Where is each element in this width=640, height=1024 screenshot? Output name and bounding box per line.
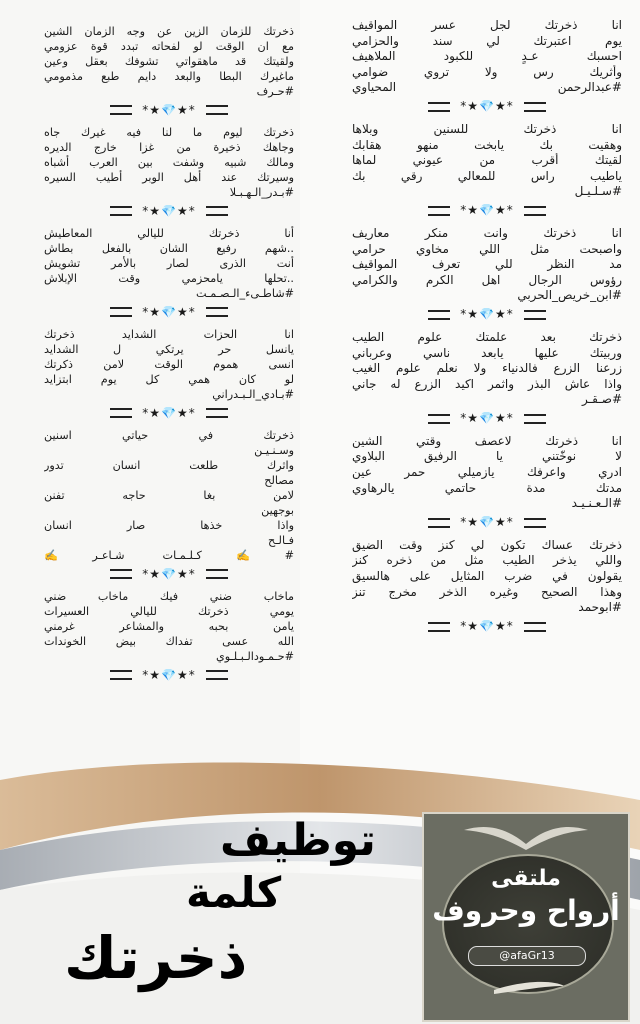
poem-line: ياطيب راس للمعالي رقي بك — [352, 168, 622, 183]
star-icon: ★* — [176, 304, 196, 319]
poem-line: ذخرتك ليوم ما لنا فيه غيرك جاه — [44, 126, 294, 139]
ornament-divider — [44, 202, 294, 220]
poem-line: رؤوس الرجال اهل الكرم والكرامي — [352, 272, 622, 287]
double-bar — [428, 518, 450, 528]
diamond-icon: 💎 — [479, 307, 495, 322]
poem-line: واثرك طلعت انسان تدور — [44, 459, 294, 472]
poem-line: انا ذخرتك للسنين وبلاها — [352, 121, 622, 136]
ornament — [142, 567, 195, 582]
double-bar — [428, 102, 450, 112]
poem-signature: #حـمـودالـبـلـوي — [215, 650, 294, 663]
ornament — [142, 305, 195, 320]
poem-block — [352, 226, 622, 304]
poem-block — [352, 18, 622, 96]
star-icon: ★* — [176, 102, 196, 117]
ornament — [460, 411, 513, 427]
poem-line: وسيرتك عند أهل الوبر أطيب السيره — [44, 171, 294, 184]
poem-line: واذا خذها صار انسان — [44, 519, 294, 532]
star-icon: ★* — [176, 203, 196, 218]
star-icon: *★ — [460, 619, 480, 634]
diamond-icon: 💎 — [161, 667, 177, 682]
poem-block — [44, 589, 294, 664]
poem-line: ذخرتك عساك تكون لي كنز وقت الضيق — [352, 537, 622, 552]
ornament — [460, 307, 513, 323]
star-icon: ★* — [494, 307, 514, 322]
poem-line: يامن بحبه والمشاعر غرمني — [44, 620, 294, 633]
star-icon: ★* — [176, 405, 196, 420]
poem-block — [44, 327, 294, 402]
poem-line: ذخرتك في حياتي اسنين — [44, 429, 294, 442]
poem-signature: #✍️كـلـمـات شـاعـر✍️ — [44, 549, 294, 562]
ornament — [142, 103, 195, 118]
ornament-divider — [44, 303, 294, 321]
poem-line: واذا عاش البذر واثمر اكيد الزرع له جاني — [352, 376, 622, 391]
poem-signature: #عبدالرحمن المحياوي — [352, 80, 622, 95]
poem-signature: #الـعـنـيـد — [571, 496, 622, 511]
poem-line: مدتك مدة حاتمي يالرهاوي — [352, 480, 622, 495]
title-line-2: كلمة — [186, 868, 282, 917]
ornament-divider — [44, 666, 294, 684]
ornament-divider — [352, 514, 622, 532]
diamond-icon: 💎 — [479, 515, 495, 530]
ornament-divider — [352, 618, 622, 636]
poem-line: الله عسى تفداك بيض الخوندات — [44, 635, 294, 648]
ornament-divider — [352, 202, 622, 220]
star-icon: *★ — [142, 102, 162, 117]
diamond-icon: 💎 — [479, 99, 495, 114]
logo-line-2: أرواح وحروف — [432, 894, 620, 927]
ornament — [460, 203, 513, 219]
poem-line: ذخرتك بعد علمتك علوم الطيب — [352, 329, 622, 344]
star-icon: ★* — [176, 566, 196, 581]
star-icon: *★ — [142, 566, 162, 581]
star-icon: ★* — [494, 99, 514, 114]
poem-block — [44, 428, 294, 563]
feather-icon — [424, 972, 628, 1002]
poem-line: مد النظر للي تعرف المواقيف — [352, 257, 622, 272]
title-line-3: ذخرتك — [64, 924, 248, 992]
poem-line: أنا ذخرتك لليالي المعاطيش — [44, 227, 294, 240]
poem-signature: #ابن_خريص_الحربي — [517, 288, 622, 303]
ornament-divider — [352, 98, 622, 116]
double-bar — [206, 105, 228, 115]
poem-block — [44, 226, 294, 301]
right-poem-column — [352, 18, 622, 642]
poem-line: أنت الذرى لصار بالأمر تشويش — [44, 257, 294, 270]
diamond-icon: 💎 — [479, 411, 495, 426]
star-icon: *★ — [142, 203, 162, 218]
star-icon: *★ — [460, 515, 480, 530]
poem-line: ولقيتك قد ماهقواتي تشوفك بعقل وعين — [44, 55, 294, 68]
poem-line: لامن بغا حاجه تفنن — [44, 489, 294, 502]
double-bar — [206, 307, 228, 317]
ornament-divider — [352, 306, 622, 324]
poem-line: مع ان الوقت لو لفحاته تبدد قوة عزومي — [44, 40, 294, 53]
poem-block — [44, 125, 294, 200]
double-bar — [206, 408, 228, 418]
poem-signature: #بـدر_الـهـبـلا — [229, 186, 294, 199]
double-bar — [524, 518, 546, 528]
poem-signature: #شاطـىء_الـصـمـت — [195, 287, 294, 300]
poem-line: احسبك عـدٍ للكبود الملاهيف — [352, 49, 622, 64]
poem-line: واللي يذخر الطيب مثل من ذخره كنز — [352, 553, 622, 568]
diamond-icon: 💎 — [479, 203, 495, 218]
poem-line: لو كان همي كل يوم ابتزايد — [44, 373, 294, 386]
poem-line: وهذا الصحيح وغيره الذخر مخرج تنز — [352, 584, 622, 599]
double-bar — [110, 569, 132, 579]
star-icon: *★ — [142, 405, 162, 420]
star-icon: *★ — [142, 667, 162, 682]
poem-signature: #ابوحمد — [578, 600, 622, 615]
double-bar — [110, 307, 132, 317]
poem-line: يوم اعتبرتك لي سند والحزامي — [352, 33, 622, 48]
title-line-1: توظيف — [220, 815, 376, 866]
ornament — [142, 204, 195, 219]
ornament — [142, 668, 195, 683]
star-icon: ★* — [176, 667, 196, 682]
poem-line: ماخاب ضني فيك ماخاب ضني — [44, 590, 294, 603]
poem-line: مصالح — [264, 474, 294, 487]
poem-block — [352, 330, 622, 408]
diamond-icon: 💎 — [161, 304, 177, 319]
poem-line: انا ذخرتك لجل عسر المواقيف — [352, 18, 622, 32]
logo-line-1: ملتقى — [491, 866, 561, 891]
poem-line: انا ذخرتك وانت منكر معاريف — [352, 225, 622, 240]
poem-line: ..شهم رفيع الشان بالفعل بطاش — [44, 242, 294, 255]
poem-line: انا ذخرتك لاعصف وقتي الشين — [352, 433, 622, 448]
double-bar — [524, 206, 546, 216]
diamond-icon: 💎 — [161, 566, 177, 581]
poem-block — [352, 538, 622, 616]
double-bar — [428, 206, 450, 216]
poem-line: انا الحزات الشدايد ذخرتك — [44, 328, 294, 341]
poem-line: ادري واعرفك يازميلي حمر عين — [352, 465, 622, 480]
poem-line: يانسل حر يرتكي ل الشدايد — [44, 343, 294, 356]
star-icon: *★ — [460, 307, 480, 322]
diamond-icon: 💎 — [161, 405, 177, 420]
poem-block — [352, 434, 622, 512]
left-poem-column — [44, 24, 294, 690]
logo-handle: @afaGr13 — [468, 946, 586, 966]
double-bar — [110, 408, 132, 418]
poem-signature: #سـلـيـل — [574, 184, 622, 199]
poem-line: واصبحت مثل اللي مخاوي حرامي — [352, 241, 622, 256]
diamond-icon: 💎 — [161, 102, 177, 117]
poem-line: يقولون في ضرب المثايل على هالسيق — [352, 569, 622, 584]
ornament-divider — [44, 101, 294, 119]
poem-line: ذخرتك للزمان الزين عن وجه الزمان الشين — [44, 25, 294, 38]
diamond-icon: 💎 — [161, 203, 177, 218]
poem-line: ..تحلها يامحزمي وقت الإبلاش — [44, 272, 294, 285]
double-bar — [206, 670, 228, 680]
ornament — [460, 99, 513, 115]
double-bar — [524, 414, 546, 424]
poem-block — [44, 24, 294, 99]
poem-line: يومي ذخرتك لليالي العسيرات — [44, 605, 294, 618]
double-bar — [206, 206, 228, 216]
poem-signature: #صـقـر — [582, 392, 622, 407]
poem-line: وجاهك ذخيرة من غزا خارج الديره — [44, 141, 294, 154]
poem-line: وهقيت بك يابخت منهو هقابك — [352, 137, 622, 152]
poem-line: بوجهين — [261, 504, 294, 517]
double-bar — [428, 310, 450, 320]
ornament-divider — [352, 410, 622, 428]
poem-line: ومالك شبيه وشفت بين العرب أشباه — [44, 156, 294, 169]
poem-line: زرعنا الزرع فالدنياء ولا نعلم علوم الغيب — [352, 361, 622, 376]
star-icon: *★ — [460, 411, 480, 426]
poem-line: لا نوخّتني يا الرفيق البلاوي — [352, 449, 622, 464]
poem-line: وربيتك عليها يابعد ناسي وعرباني — [352, 345, 622, 360]
poem-block — [352, 122, 622, 200]
double-bar — [110, 105, 132, 115]
double-bar — [110, 670, 132, 680]
star-icon: ★* — [494, 203, 514, 218]
poem-line: فـالـح — [268, 534, 294, 547]
star-icon: ★* — [494, 515, 514, 530]
poem-signature: #بـادي_الـبـدراني — [212, 388, 294, 401]
forum-logo — [422, 812, 630, 1022]
poem-line: لقيتك أقرب من عيوني لماها — [352, 153, 622, 168]
star-icon: ★* — [494, 619, 514, 634]
poem-line: وسـنـيـن — [254, 444, 294, 457]
star-icon: ★* — [494, 411, 514, 426]
ornament — [460, 515, 513, 531]
double-bar — [206, 569, 228, 579]
ornament-divider — [44, 404, 294, 422]
diamond-icon: 💎 — [479, 619, 495, 634]
poem-line: انسى هموم الوقت لامن ذكرتك — [44, 358, 294, 371]
double-bar — [428, 414, 450, 424]
poem-line: ماغيرك البطا والبعد دايم طبع مذمومي — [44, 70, 294, 83]
double-bar — [524, 310, 546, 320]
double-bar — [524, 622, 546, 632]
double-bar — [428, 622, 450, 632]
ornament-divider — [44, 565, 294, 583]
poem-signature: #حـرف — [256, 85, 294, 98]
double-bar — [524, 102, 546, 112]
ornament — [142, 406, 195, 421]
double-bar — [110, 206, 132, 216]
star-icon: *★ — [460, 99, 480, 114]
star-icon: *★ — [142, 304, 162, 319]
star-icon: *★ — [460, 203, 480, 218]
ornament — [460, 619, 513, 635]
poem-line: وأثريك رس ولا تروي ضوامي — [352, 64, 622, 79]
